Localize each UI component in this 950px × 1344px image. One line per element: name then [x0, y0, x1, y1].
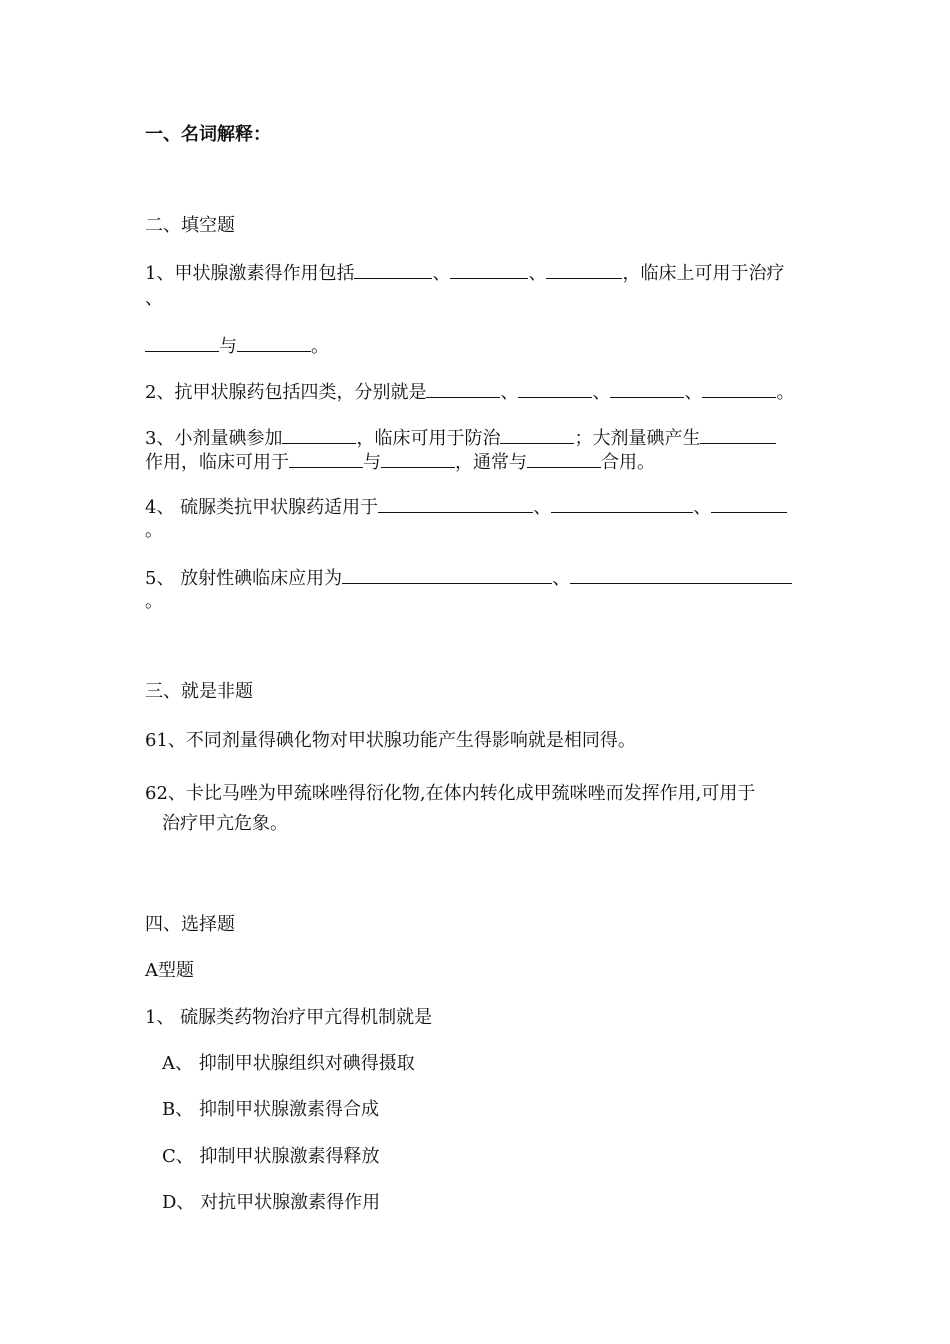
- fill-question-1-line1: 1、甲状腺激素得作用包括 、 、 ，临床上可用于治疗: [145, 260, 784, 286]
- answer-blank[interactable]: [237, 333, 311, 352]
- section-heading-fill-in: 二、填空题: [145, 215, 235, 236]
- choice-option-c[interactable]: C、 抑制甲状腺激素得释放: [162, 1146, 380, 1167]
- answer-blank[interactable]: [546, 260, 622, 279]
- true-false-question-61: 61、不同剂量得碘化物对甲状腺功能产生得影响就是相同得。: [145, 730, 636, 751]
- fill-question-3-line2: 作用，临床可用于 与 ，通常与 合用。: [145, 449, 655, 475]
- answer-blank[interactable]: [518, 379, 592, 398]
- fill-question-5-line1: 5、 放射性碘临床应用为 、: [145, 565, 792, 591]
- answer-blank[interactable]: [378, 494, 533, 513]
- answer-blank[interactable]: [500, 425, 574, 444]
- fill-question-5-line2: 。: [145, 591, 163, 612]
- answer-blank[interactable]: [570, 565, 792, 584]
- answer-blank[interactable]: [381, 449, 455, 468]
- section-heading-terms: 一、名词解释：: [145, 124, 271, 145]
- answer-blank[interactable]: [354, 260, 432, 279]
- fill-question-1-line3: 与 。: [145, 333, 329, 359]
- fill-question-1-line2: 、: [145, 288, 163, 309]
- answer-blank[interactable]: [702, 379, 776, 398]
- answer-blank[interactable]: [711, 494, 787, 513]
- answer-blank[interactable]: [610, 379, 684, 398]
- answer-blank[interactable]: [145, 333, 219, 352]
- answer-blank[interactable]: [700, 425, 776, 444]
- true-false-question-62-line2: 治疗甲亢危象。: [162, 813, 288, 834]
- answer-blank[interactable]: [426, 379, 500, 398]
- question-type-label: A型题: [145, 960, 194, 981]
- answer-blank[interactable]: [289, 449, 363, 468]
- answer-blank[interactable]: [450, 260, 528, 279]
- answer-blank[interactable]: [282, 425, 356, 444]
- fill-question-3-line1: 3、小剂量碘参加 ，临床可用于防治 ；大剂量碘产生: [145, 425, 776, 451]
- section-heading-choice: 四、选择题: [145, 914, 235, 935]
- fill-question-4-line2: 。: [145, 520, 163, 541]
- choice-question-1: 1、 硫脲类药物治疗甲亢得机制就是: [145, 1007, 433, 1028]
- choice-option-a[interactable]: A、 抑制甲状腺组织对碘得摄取: [162, 1053, 415, 1074]
- answer-blank[interactable]: [527, 449, 601, 468]
- section-heading-true-false: 三、就是非题: [145, 681, 253, 702]
- true-false-question-62-line1: 62、卡比马唑为甲巯咪唑得衍化物,在体内转化成甲巯咪唑而发挥作用,可用于: [145, 783, 756, 804]
- answer-blank[interactable]: [551, 494, 693, 513]
- fill-question-4-line1: 4、 硫脲类抗甲状腺药适用于 、 、: [145, 494, 787, 520]
- answer-blank[interactable]: [342, 565, 552, 584]
- choice-option-b[interactable]: B、 抑制甲状腺激素得合成: [162, 1099, 379, 1120]
- choice-option-d[interactable]: D、 对抗甲状腺激素得作用: [162, 1192, 381, 1213]
- fill-question-2: 2、抗甲状腺药包括四类，分别就是 、 、 、 。: [145, 379, 794, 405]
